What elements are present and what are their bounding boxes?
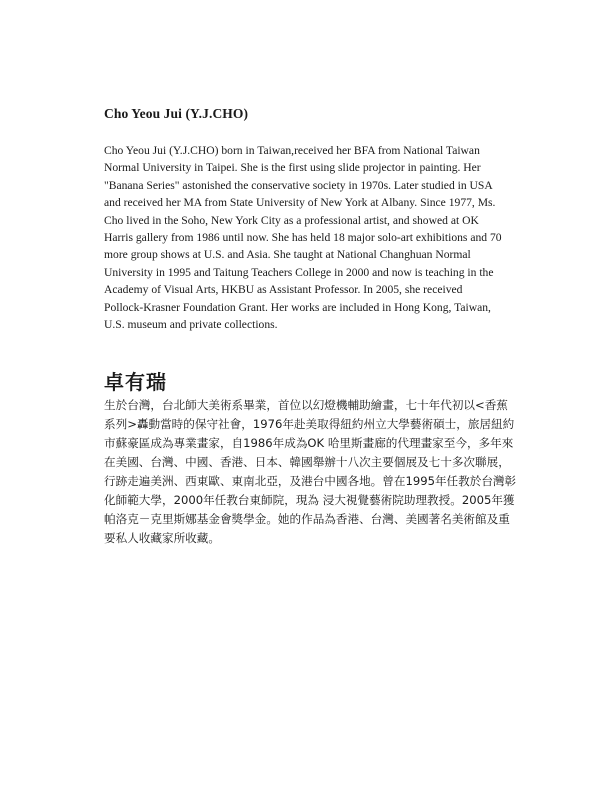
chinese-heading: 卓有瑞 xyxy=(104,370,167,394)
english-line: more group shows at U.S. and Asia. She taught at National Changhuan Normal xyxy=(104,248,471,262)
english-line: Harris gallery from 1986 until now. She has held 18 major solo-art exhibitions and 70 xyxy=(104,231,502,245)
english-line: "Banana Series" astonished the conservative society in 1970s. Later studied in USA xyxy=(104,178,493,192)
chinese-line: 要私人收藏家所收藏。 xyxy=(104,531,220,545)
chinese-line: 行跡走遍美洲、西東歐、東南北亞，及港台中國各地。曾在1995年任教於台灣彰 xyxy=(104,474,517,488)
english-line: and received her MA from State University of New York at Albany. Since 1977, Ms. xyxy=(104,196,496,210)
english-line: University in 1995 and Taitung Teachers College in 2000 and now is teaching in the xyxy=(104,265,494,279)
chinese-line: 系列>轟動當時的保守社會，1976年赴美取得紐約州立大學藝術碩士，旅居紐約 xyxy=(104,417,515,431)
chinese-line: 化師範大學，2000年任教台東師院，現為 浸大視覺藝術院助理教授。2005年獲 xyxy=(104,493,515,507)
english-line: Cho Yeou Jui (Y.J.CHO) born in Taiwan,received her BFA from National Taiwan xyxy=(104,144,480,157)
english-line: Cho lived in the Soho, New York City as a professional artist, and showed at OK xyxy=(104,213,479,227)
chinese-line: 市蘇豪區成為專業畫家，自1986年成為OK 哈里斯畫廊的代理畫家至今，多年來 xyxy=(104,436,514,450)
english-line: U.S. museum and private collections. xyxy=(104,318,278,332)
english-heading: Cho Yeou Jui (Y.J.CHO) xyxy=(104,106,249,121)
english-biography xyxy=(104,142,524,333)
chinese-line: 在美國、台灣、中國、香港、日本、韓國舉辦十八次主要個展及七十多次聯展， xyxy=(104,455,510,469)
chinese-biography xyxy=(104,396,534,548)
english-line: Normal University in Taipei. She is the first using slide projector in painting. Her xyxy=(104,161,481,175)
english-line: Pollock-Krasner Foundation Grant. Her works are included in Hong Kong, Taiwan, xyxy=(104,300,491,314)
chinese-line: 生於台灣，台北師大美術系畢業，首位以幻燈機輔助繪畫，七十年代初以<香蕉 xyxy=(104,398,508,412)
english-line: Academy of Visual Arts, HKBU as Assistant Professor. In 2005, she received xyxy=(104,283,463,297)
chinese-line: 帕洛克－克里斯娜基金會獎學金。她的作品為香港、台灣、美國著名美術館及重 xyxy=(104,512,510,526)
